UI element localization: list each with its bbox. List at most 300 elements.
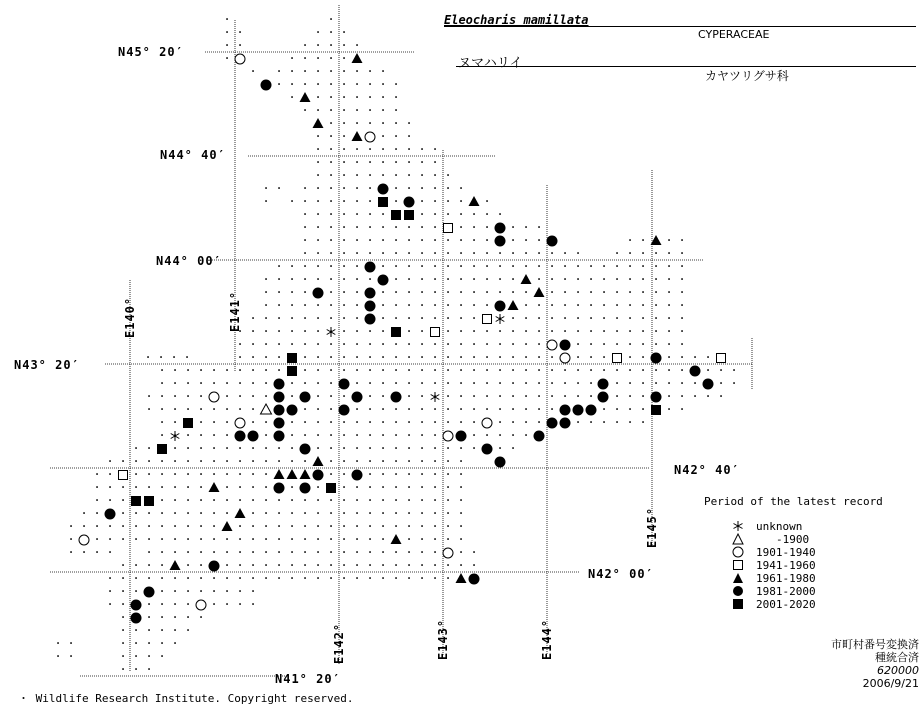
mesh-dot bbox=[304, 356, 306, 358]
mesh-dot bbox=[278, 460, 280, 462]
mesh-dot bbox=[147, 356, 149, 358]
family-name: CYPERACEAE bbox=[698, 28, 770, 41]
mesh-dot bbox=[148, 564, 150, 566]
record-1981-2000 bbox=[598, 379, 609, 390]
record-1901-1940 bbox=[235, 54, 245, 64]
mesh-dot bbox=[330, 83, 332, 85]
mesh-dot bbox=[512, 421, 514, 423]
mesh-dot bbox=[265, 369, 267, 371]
mesh-dot bbox=[135, 486, 137, 488]
mesh-dot bbox=[122, 603, 124, 605]
mesh-dot bbox=[343, 564, 345, 566]
mesh-dot bbox=[421, 278, 423, 280]
mesh-dot bbox=[148, 616, 150, 618]
lat-label-44-40: N44° 40′ bbox=[160, 148, 226, 162]
record-1941-1960 bbox=[444, 224, 453, 233]
mesh-dot bbox=[239, 395, 241, 397]
mesh-dot bbox=[434, 252, 436, 254]
mesh-dot bbox=[265, 447, 267, 449]
mesh-dot bbox=[447, 525, 449, 527]
record-1981-2000 bbox=[547, 418, 558, 429]
mesh-dot bbox=[278, 70, 280, 72]
mesh-dot bbox=[330, 226, 332, 228]
mesh-dot bbox=[291, 291, 293, 293]
mesh-dot bbox=[278, 83, 280, 85]
mesh-dot bbox=[278, 317, 280, 319]
mesh-dot bbox=[616, 421, 618, 423]
mesh-dot bbox=[330, 369, 332, 371]
mesh-dot bbox=[317, 109, 319, 111]
mesh-dot bbox=[447, 421, 449, 423]
mesh-dot bbox=[408, 148, 410, 150]
mesh-dot bbox=[330, 356, 332, 358]
mesh-dot bbox=[668, 265, 670, 267]
mesh-dot bbox=[356, 96, 358, 98]
mesh-dot bbox=[304, 44, 306, 46]
mesh-dot bbox=[434, 447, 436, 449]
mesh-dot bbox=[291, 577, 293, 579]
mesh-dot bbox=[447, 369, 449, 371]
mesh-dot bbox=[551, 330, 553, 332]
mesh-dot bbox=[174, 460, 176, 462]
mesh-dot bbox=[460, 213, 462, 215]
mesh-dot bbox=[330, 499, 332, 501]
lat-label-45-20: N45° 20′ bbox=[118, 45, 184, 59]
mesh-dot bbox=[421, 226, 423, 228]
mesh-dot bbox=[213, 577, 215, 579]
mesh-dot bbox=[200, 486, 202, 488]
mesh-dot bbox=[642, 252, 644, 254]
mesh-dot bbox=[564, 382, 566, 384]
mesh-dot bbox=[538, 343, 540, 345]
record-1981-2000 bbox=[339, 405, 350, 416]
mesh-dot bbox=[226, 551, 228, 553]
record-1981-2000 bbox=[274, 392, 285, 403]
mesh-dot bbox=[148, 551, 150, 553]
mesh-dot bbox=[369, 356, 371, 358]
mesh-dot bbox=[343, 44, 345, 46]
mesh-dot bbox=[109, 499, 111, 501]
record-1981-2000 bbox=[456, 431, 467, 442]
mesh-dot bbox=[369, 70, 371, 72]
mesh-dot bbox=[629, 252, 631, 254]
mesh-dot bbox=[343, 265, 345, 267]
mesh-dot bbox=[421, 577, 423, 579]
mesh-dot bbox=[720, 395, 722, 397]
mesh-dot bbox=[200, 577, 202, 579]
mesh-dot bbox=[122, 642, 124, 644]
mesh-dot bbox=[369, 252, 371, 254]
mesh-dot bbox=[395, 187, 397, 189]
mesh-dot bbox=[356, 343, 358, 345]
mesh-dot bbox=[369, 538, 371, 540]
mesh-dot bbox=[213, 421, 215, 423]
mesh-dot bbox=[122, 486, 124, 488]
mesh-dot bbox=[473, 408, 475, 410]
mesh-dot bbox=[187, 629, 189, 631]
mesh-dot bbox=[356, 382, 358, 384]
mesh-dot bbox=[408, 265, 410, 267]
mesh-dot bbox=[343, 577, 345, 579]
mesh-dot bbox=[343, 278, 345, 280]
mesh-dot bbox=[447, 356, 449, 358]
mesh-dot bbox=[421, 265, 423, 267]
mesh-dot bbox=[369, 187, 371, 189]
mesh-dot bbox=[512, 291, 514, 293]
mesh-dot bbox=[200, 460, 202, 462]
lon-label-143: E143° bbox=[436, 618, 450, 660]
mesh-dot bbox=[460, 239, 462, 241]
mesh-dot bbox=[395, 460, 397, 462]
mesh-dot bbox=[161, 395, 163, 397]
mesh-dot bbox=[486, 265, 488, 267]
mesh-dot bbox=[317, 343, 319, 345]
mesh-dot bbox=[304, 408, 306, 410]
mesh-dot bbox=[733, 382, 735, 384]
record-2001-2020 bbox=[651, 405, 661, 415]
record-2001-2020 bbox=[157, 444, 167, 454]
mesh-dot bbox=[629, 304, 631, 306]
mesh-dot bbox=[252, 408, 254, 410]
status-line-2: 種統合済 bbox=[875, 651, 919, 664]
mesh-dot bbox=[421, 447, 423, 449]
mesh-dot bbox=[356, 109, 358, 111]
mesh-dot bbox=[395, 83, 397, 85]
mesh-dot bbox=[421, 512, 423, 514]
mesh-dot bbox=[408, 369, 410, 371]
record-1941-1960 bbox=[717, 354, 726, 363]
mesh-dot bbox=[447, 460, 449, 462]
mesh-dot bbox=[681, 291, 683, 293]
mesh-dot bbox=[148, 655, 150, 657]
mesh-dot bbox=[382, 330, 384, 332]
mesh-dot bbox=[538, 304, 540, 306]
mesh-dot bbox=[356, 83, 358, 85]
mesh-dot bbox=[317, 148, 319, 150]
record-1981-2000 bbox=[144, 587, 155, 598]
mesh-dot bbox=[382, 161, 384, 163]
mesh-dot bbox=[603, 317, 605, 319]
mesh-dot bbox=[252, 382, 254, 384]
mesh-dot bbox=[473, 564, 475, 566]
mesh-dot bbox=[187, 577, 189, 579]
mesh-dot bbox=[369, 148, 371, 150]
mesh-dot bbox=[265, 395, 267, 397]
mesh-dot bbox=[447, 408, 449, 410]
mesh-dot bbox=[551, 291, 553, 293]
mesh-dot bbox=[382, 109, 384, 111]
mesh-dot bbox=[408, 577, 410, 579]
mesh-dot bbox=[525, 291, 527, 293]
status-line-4: 2006/9/21 bbox=[862, 677, 919, 690]
mesh-dot bbox=[681, 382, 683, 384]
mesh-dot bbox=[343, 291, 345, 293]
status-stamp bbox=[831, 638, 919, 690]
mesh-dot bbox=[369, 83, 371, 85]
mesh-dot bbox=[317, 421, 319, 423]
mesh-dot bbox=[590, 356, 592, 358]
mesh-dot bbox=[512, 395, 514, 397]
mesh-dot bbox=[226, 512, 228, 514]
mesh-dot bbox=[252, 473, 254, 475]
mesh-dot bbox=[161, 369, 163, 371]
mesh-dot bbox=[525, 421, 527, 423]
mesh-dot bbox=[343, 213, 345, 215]
mesh-dot bbox=[187, 551, 189, 553]
legend-item-1941-1960 bbox=[704, 559, 883, 572]
mesh-dot bbox=[317, 408, 319, 410]
mesh-dot bbox=[291, 551, 293, 553]
mesh-dot bbox=[447, 265, 449, 267]
mesh-dot bbox=[434, 499, 436, 501]
mesh-dot bbox=[122, 616, 124, 618]
mesh-dot bbox=[343, 369, 345, 371]
mesh-dot bbox=[330, 304, 332, 306]
mesh-dot bbox=[616, 330, 618, 332]
mesh-dot bbox=[356, 460, 358, 462]
mesh-dot bbox=[369, 109, 371, 111]
mesh-dot bbox=[239, 369, 241, 371]
record-1961-1980 bbox=[352, 131, 363, 141]
record-1981-2000 bbox=[547, 236, 558, 247]
mesh-dot bbox=[330, 434, 332, 436]
mesh-dot bbox=[577, 317, 579, 319]
mesh-dot bbox=[265, 382, 267, 384]
mesh-dot bbox=[369, 447, 371, 449]
mesh-dot bbox=[408, 278, 410, 280]
mesh-dot bbox=[369, 460, 371, 462]
mesh-dot bbox=[473, 291, 475, 293]
mesh-dot bbox=[278, 356, 280, 358]
mesh-dot bbox=[148, 447, 150, 449]
mesh-dot bbox=[408, 564, 410, 566]
mesh-dot bbox=[538, 226, 540, 228]
mesh-dot bbox=[538, 395, 540, 397]
mesh-dot bbox=[278, 551, 280, 553]
mesh-dot bbox=[161, 629, 163, 631]
mesh-dot bbox=[226, 447, 228, 449]
mesh-dot bbox=[369, 382, 371, 384]
mesh-dot bbox=[564, 330, 566, 332]
mesh-dot bbox=[447, 447, 449, 449]
mesh-dot bbox=[473, 265, 475, 267]
mesh-dot bbox=[577, 356, 579, 358]
mesh-dot bbox=[382, 486, 384, 488]
mesh-dot bbox=[486, 343, 488, 345]
mesh-dot bbox=[317, 304, 319, 306]
mesh-dot bbox=[616, 252, 618, 254]
mesh-dot bbox=[577, 265, 579, 267]
mesh-dot bbox=[369, 343, 371, 345]
lat-label-41-20: N41° 20′ bbox=[275, 672, 341, 686]
mesh-dot bbox=[499, 265, 501, 267]
mesh-dot bbox=[681, 343, 683, 345]
record-1961-1980 bbox=[222, 521, 233, 531]
mesh-dot bbox=[642, 330, 644, 332]
record-1981-2000 bbox=[300, 444, 311, 455]
mesh-dot bbox=[395, 382, 397, 384]
mesh-dot bbox=[434, 304, 436, 306]
record-1981-2000 bbox=[651, 353, 662, 364]
mesh-dot bbox=[122, 564, 124, 566]
mesh-dot bbox=[187, 603, 189, 605]
mesh-dot bbox=[278, 369, 280, 371]
mesh-dot bbox=[525, 434, 527, 436]
mesh-dot bbox=[278, 525, 280, 527]
mesh-dot bbox=[356, 265, 358, 267]
mesh-dot bbox=[460, 499, 462, 501]
mesh-dot bbox=[473, 551, 475, 553]
mesh-dot bbox=[616, 382, 618, 384]
mesh-dot bbox=[551, 304, 553, 306]
mesh-dot bbox=[317, 486, 319, 488]
mesh-dot bbox=[460, 200, 462, 202]
record-1901-1940 bbox=[365, 132, 375, 142]
mesh-dot bbox=[577, 343, 579, 345]
mesh-dot bbox=[512, 252, 514, 254]
mesh-dot bbox=[330, 70, 332, 72]
mesh-dot bbox=[577, 395, 579, 397]
mesh-dot bbox=[317, 538, 319, 540]
mesh-dot bbox=[252, 330, 254, 332]
mesh-dot bbox=[707, 369, 709, 371]
mesh-dot bbox=[330, 31, 332, 33]
record-2001-2020 bbox=[404, 210, 414, 220]
mesh-dot bbox=[330, 109, 332, 111]
mesh-dot bbox=[304, 382, 306, 384]
mesh-dot bbox=[538, 356, 540, 358]
mesh-dot bbox=[642, 421, 644, 423]
mesh-dot bbox=[486, 291, 488, 293]
mesh-dot bbox=[135, 538, 137, 540]
mesh-dot bbox=[187, 460, 189, 462]
mesh-dot bbox=[525, 343, 527, 345]
mesh-dot bbox=[512, 356, 514, 358]
mesh-dot bbox=[265, 460, 267, 462]
mesh-dot bbox=[473, 304, 475, 306]
mesh-dot bbox=[369, 499, 371, 501]
mesh-dot bbox=[460, 187, 462, 189]
mesh-dot bbox=[265, 356, 267, 358]
mesh-dot bbox=[655, 382, 657, 384]
mesh-dot bbox=[122, 538, 124, 540]
mesh-dot bbox=[330, 421, 332, 423]
mesh-dot bbox=[460, 304, 462, 306]
record-1981-2000 bbox=[391, 392, 402, 403]
mesh-dot bbox=[603, 265, 605, 267]
mesh-dot bbox=[200, 395, 202, 397]
mesh-dot bbox=[564, 304, 566, 306]
legend-label: unknown bbox=[756, 520, 803, 533]
record-2001-2020 bbox=[183, 418, 193, 428]
mesh-dot bbox=[408, 486, 410, 488]
mesh-dot bbox=[434, 343, 436, 345]
mesh-dot bbox=[252, 421, 254, 423]
record-1901-1940 bbox=[443, 431, 453, 441]
mesh-dot bbox=[408, 447, 410, 449]
mesh-dot bbox=[343, 447, 345, 449]
mesh-dot bbox=[720, 369, 722, 371]
mesh-dot bbox=[330, 564, 332, 566]
record-1901-1940 bbox=[560, 353, 570, 363]
mesh-dot bbox=[564, 369, 566, 371]
mesh-dot bbox=[304, 330, 306, 332]
mesh-dot bbox=[525, 408, 527, 410]
mesh-dot bbox=[330, 174, 332, 176]
mesh-dot bbox=[460, 512, 462, 514]
record-1941-1960 bbox=[431, 328, 440, 337]
mesh-dot bbox=[213, 551, 215, 553]
mesh-dot bbox=[174, 577, 176, 579]
mesh-dot bbox=[265, 291, 267, 293]
mesh-dot bbox=[304, 213, 306, 215]
mesh-dot bbox=[434, 317, 436, 319]
mesh-dot bbox=[460, 278, 462, 280]
mesh-dot bbox=[434, 473, 436, 475]
mesh-dot bbox=[252, 70, 254, 72]
mesh-dot bbox=[304, 239, 306, 241]
mesh-dot bbox=[304, 304, 306, 306]
mesh-dot bbox=[395, 291, 397, 293]
mesh-dot bbox=[538, 369, 540, 371]
mesh-dot bbox=[395, 122, 397, 124]
mesh-dot bbox=[525, 252, 527, 254]
mesh-dot bbox=[187, 616, 189, 618]
mesh-dot bbox=[395, 96, 397, 98]
filled-square-icon bbox=[732, 598, 744, 610]
mesh-dot bbox=[356, 434, 358, 436]
mesh-dot bbox=[629, 343, 631, 345]
mesh-dot bbox=[564, 278, 566, 280]
mesh-dot bbox=[421, 408, 423, 410]
mesh-dot bbox=[499, 434, 501, 436]
mesh-dot bbox=[655, 317, 657, 319]
mesh-dot bbox=[369, 577, 371, 579]
record-1981-2000 bbox=[313, 288, 324, 299]
mesh-dot bbox=[239, 382, 241, 384]
mesh-dot bbox=[668, 239, 670, 241]
mesh-dot bbox=[538, 330, 540, 332]
mesh-dot bbox=[616, 317, 618, 319]
mesh-dot bbox=[564, 395, 566, 397]
mesh-dot bbox=[317, 70, 319, 72]
mesh-dot bbox=[330, 395, 332, 397]
mesh-dot bbox=[239, 343, 241, 345]
mesh-dot bbox=[382, 447, 384, 449]
legend bbox=[704, 495, 883, 611]
mesh-dot bbox=[226, 564, 228, 566]
mesh-dot bbox=[148, 603, 150, 605]
mesh-dot bbox=[161, 551, 163, 553]
mesh-dot bbox=[291, 83, 293, 85]
mesh-dot bbox=[317, 564, 319, 566]
record-unknown bbox=[171, 431, 180, 441]
mesh-dot bbox=[382, 213, 384, 215]
record-1981-2000 bbox=[274, 483, 285, 494]
mesh-dot bbox=[369, 330, 371, 332]
mesh-dot bbox=[369, 369, 371, 371]
mesh-dot bbox=[135, 668, 137, 670]
mesh-dot bbox=[265, 538, 267, 540]
mesh-dot bbox=[668, 317, 670, 319]
record-1901-1940 bbox=[482, 418, 492, 428]
mesh-dot bbox=[408, 226, 410, 228]
record-1981-2000 bbox=[131, 613, 142, 624]
mesh-dot bbox=[512, 343, 514, 345]
mesh-dot bbox=[278, 291, 280, 293]
mesh-dot bbox=[616, 408, 618, 410]
mesh-dot bbox=[395, 577, 397, 579]
